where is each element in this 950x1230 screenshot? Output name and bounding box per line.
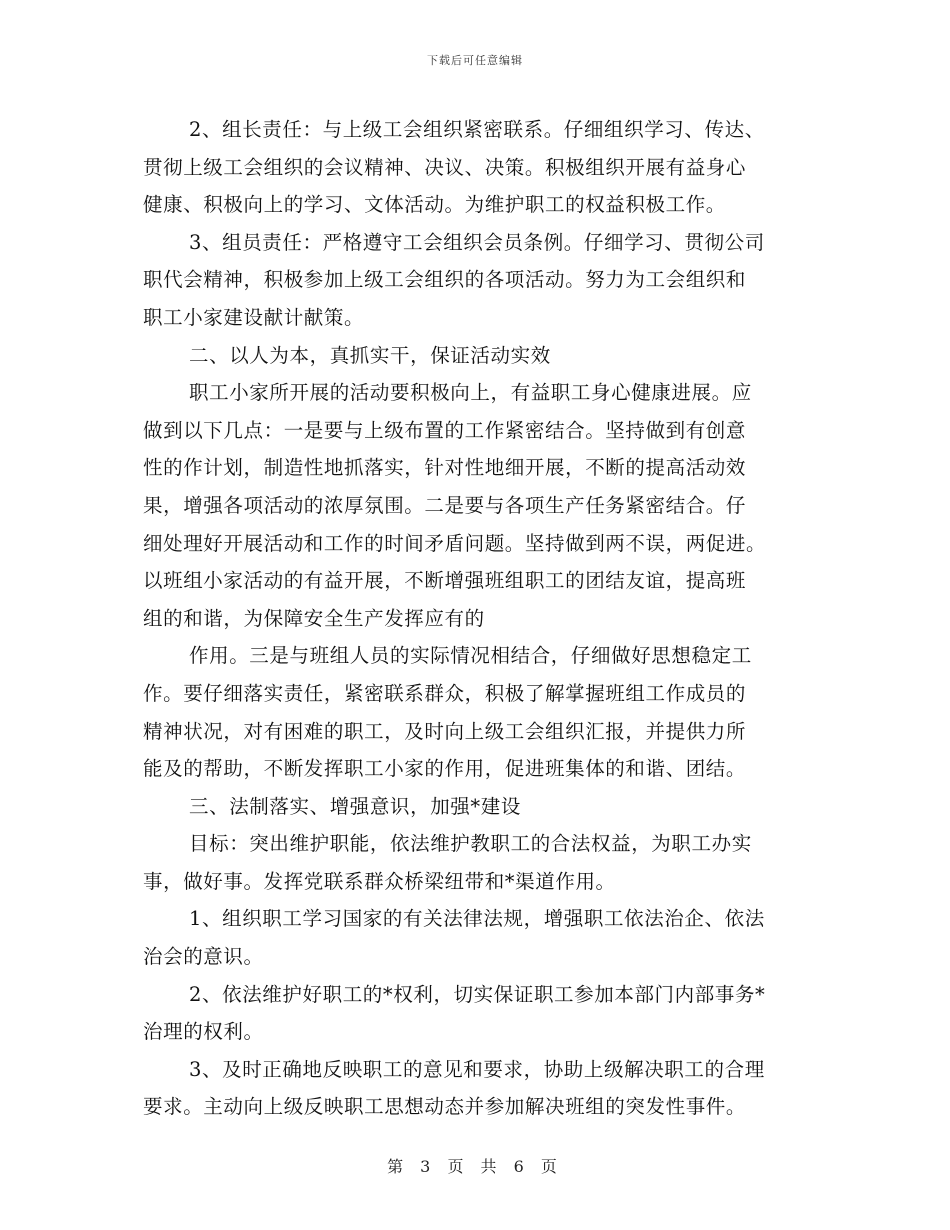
paragraph-line: 做到以下几点：一是要与上级布置的工作紧密结合。坚持做到有创意 (143, 418, 747, 442)
paragraph-line: 职工小家建设献计献策。 (143, 305, 365, 329)
page-number-footer: 第 3 页 共 6 页 (387, 1157, 563, 1176)
paragraph-line: 精神状况，对有困难的职工，及时向上级工会组织汇报，并提供力所 (143, 719, 747, 743)
paragraph-line: 职工小家所开展的活动要积极向上，有益职工身心健康进展。应 (189, 381, 752, 405)
paragraph-line: 治会的意识。 (143, 945, 264, 969)
paragraph-line: 事，做好事。发挥党联系群众桥梁纽带和*渠道作用。 (143, 869, 616, 893)
paragraph-line: 作。要仔细落实责任，紧密联系群众，积极了解掌握班组工作成员的 (143, 681, 747, 705)
paragraph-line: 3、组员责任：严格遵守工会组织会员条例。仔细学习、贯彻公司 (189, 230, 765, 254)
paragraph-line: 2、组长责任：与上级工会组织紧密联系。仔细组织学习、传达、 (189, 118, 765, 141)
paragraph-line: 目标：突出维护职能，依法维护教职工的合法权益，为职工办实 (189, 832, 752, 856)
paragraph-line: 细处理好开展活动和工作的时间矛盾问题。坚持做到两不误，两促进。 (143, 531, 767, 555)
paragraph-line: 作用。三是与班组人员的实际情况相结合，仔细做好思想稳定工 (189, 644, 752, 668)
paragraph-line: 健康、积极向上的学习、文体活动。为维护职工的权益积极工作。 (143, 193, 726, 217)
paragraph-line: 组的和谐，为保障安全生产发挥应有的 (143, 606, 485, 630)
paragraph-line: 果，增强各项活动的浓厚氛围。二是要与各项生产任务紧密结合。仔 (143, 493, 747, 517)
paragraph-line: 贯彻上级工会组织的会议精神、决议、决策。积极组织开展有益身心 (143, 155, 747, 179)
paragraph-line: 能及的帮助，不断发挥职工小家的作用，促进班集体的和谐、团结。 (143, 757, 747, 781)
paragraph-line: 要求。主动向上级反映职工思想动态并参加解决班组的突发性事件。 (143, 1095, 747, 1119)
paragraph-line: 职代会精神，积极参加上级工会组织的各项活动。努力为工会组织和 (143, 268, 747, 292)
paragraph-line: 以班组小家活动的有益开展，不断增强班组职工的团结友谊，提高班 (143, 569, 747, 593)
paragraph-line: 1、组织职工学习国家的有关法律法规，增强职工依法治企、依法 (189, 907, 765, 931)
document-body (143, 111, 811, 1126)
paragraph-line: 2、依法维护好职工的*权利，切实保证职工参加本部门内部事务* (189, 982, 766, 1006)
paragraph-line: 3、及时正确地反映职工的意见和要求，协助上级解决职工的合理 (189, 1057, 765, 1081)
page-header: 下载后可任意编辑 (427, 54, 523, 67)
section-heading: 二、以人为本，真抓实干，保证活动实效 (189, 343, 551, 367)
paragraph-line: 治理的权利。 (143, 1020, 264, 1044)
section-heading: 三、法制落实、增强意识，加强*建设 (189, 794, 521, 818)
paragraph-line: 性的作计划，制造性地抓落实，针对性地细开展，不断的提高活动效 (143, 456, 747, 480)
